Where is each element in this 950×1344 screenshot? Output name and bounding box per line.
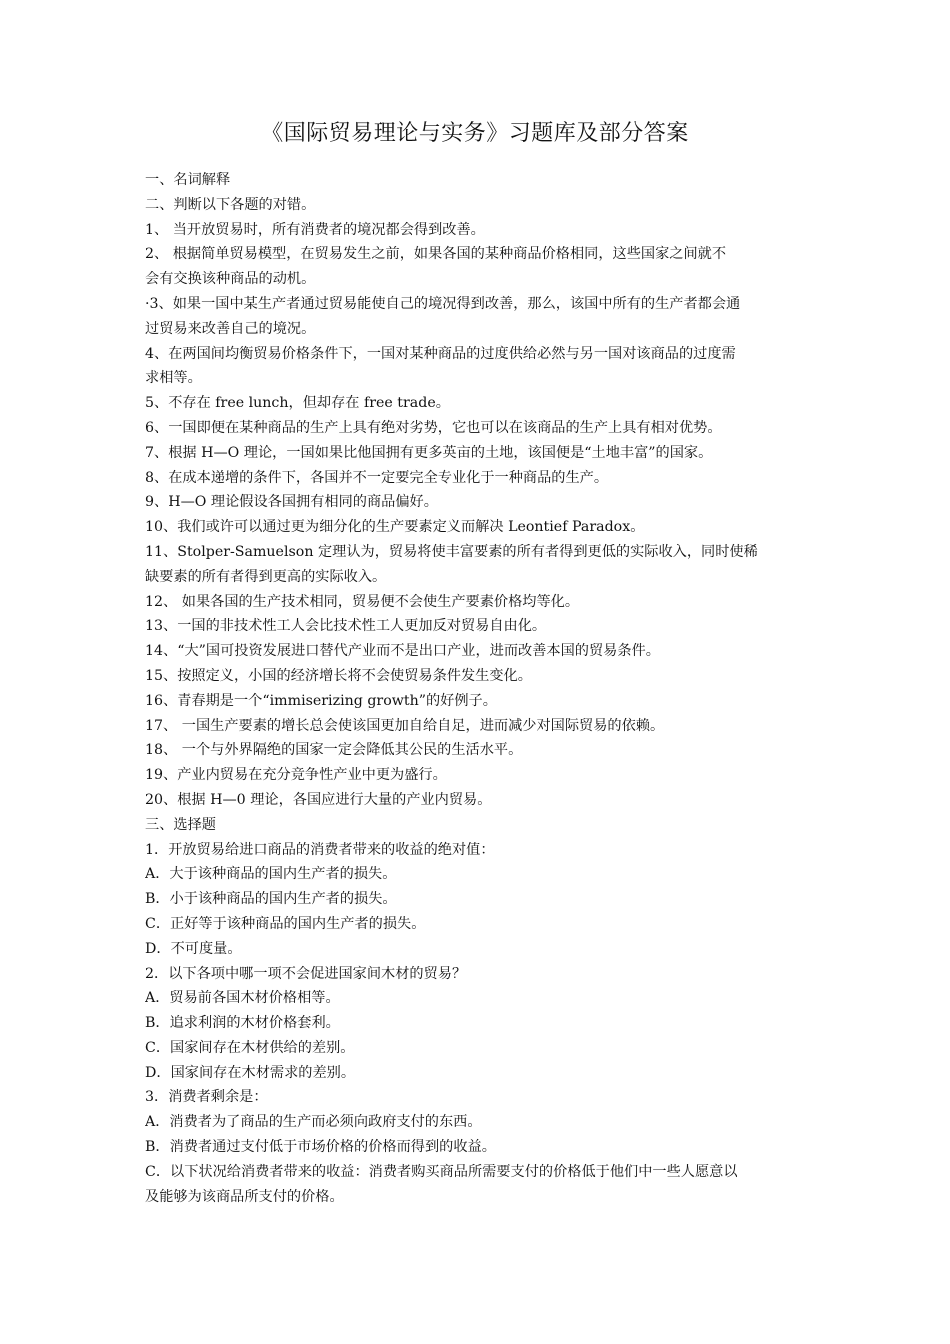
text-line: 17、 一国生产要素的增长总会使该国更加自给自足，进而减少对国际贸易的依赖。 [145,717,665,734]
text-line: 2、 根据简单贸易模型，在贸易发生之前，如果各国的某种商品价格相同，这些国家之间就不 [145,246,727,263]
text-line: 10、我们或许可以通过更为细分化的生产要素定义而解决 Leontief Paradox。 [145,519,645,536]
text-line: B．追求利润的木材价格套利。 [145,1015,340,1032]
text-line: 15、按照定义，小国的经济增长将不会使贸易条件发生变化。 [145,667,532,684]
text-line: 13、一国的非技术性工人会比技术性工人更加反对贸易自由化。 [145,618,547,635]
text-line: A．贸易前各国木材价格相等。 [145,990,340,1007]
text-line: C．正好等于该种商品的国内生产者的损失。 [145,915,426,932]
text-line: 及能够为该商品所支付的价格。 [145,1188,344,1205]
text-line: A．大于该种商品的国内生产者的损失。 [145,866,397,883]
text-line: 1．开放贸易给进口商品的消费者带来的收益的绝对值： [145,841,495,858]
text-line: 1、 当开放贸易时，所有消费者的境况都会得到改善。 [145,221,485,238]
text-line: 19、产业内贸易在充分竞争性产业中更为盛行。 [145,767,447,784]
text-line: 5、不存在 free lunch，但却存在 free trade。 [145,395,450,412]
text-line: 一、名词解释 [145,172,231,188]
document-body [145,168,807,1209]
text-line: 8、在成本递增的条件下，各国并不一定要完全专业化于一种商品的生产。 [145,469,609,486]
text-line: D．不可度量。 [145,940,242,957]
text-line: 求相等。 [145,370,202,387]
text-line: 3．消费者剩余是： [145,1089,268,1106]
document-title: 《国际贸易理论与实务》习题库及部分答案 [261,121,689,146]
text-line: D．国家间存在木材需求的差别。 [145,1064,356,1081]
text-line: 二、判断以下各题的对错。 [145,196,316,213]
text-line: 4、在两国间均衡贸易价格条件下，一国对某种商品的过度供给必然与另一国对该商品的过度需 [145,345,736,362]
text-line: 9、H—O 理论假设各国拥有相同的商品偏好。 [145,494,438,511]
text-line: 11、Stolper-Samuelson 定理认为，贸易将使丰富要素的所有者得到更低的实际收入，同时使稀 [145,543,758,560]
text-line: 会有交换该种商品的动机。 [145,271,316,288]
text-line: ·3、如果一国中某生产者通过贸易能使自己的境况得到改善，那么，该国中所有的生产者都会通 [145,295,741,312]
text-line: C．国家间存在木材供给的差别。 [145,1039,355,1056]
text-line: C．以下状况给消费者带来的收益：消费者购买商品所需要支付的价格低于他们中一些人愿意以 [145,1163,738,1180]
text-line: 三、选择题 [145,816,216,833]
text-line: B．消费者通过支付低于市场价格的价格而得到的收益。 [145,1139,496,1156]
text-line: 18、 一个与外界隔绝的国家一定会降低其公民的生活水平。 [145,742,523,759]
text-line: 缺要素的所有者得到更高的实际收入。 [145,568,387,585]
text-line: B．小于该种商品的国内生产者的损失。 [145,891,397,908]
text-line: 6、一国即便在某种商品的生产上具有绝对劣势，它也可以在该商品的生产上具有相对优势。 [145,419,722,436]
text-line: 16、青春期是一个“immiserizing growth”的好例子。 [145,692,497,709]
text-line: 12、 如果各国的生产技术相同，贸易便不会使生产要素价格均等化。 [145,593,580,610]
text-line: 过贸易来改善自己的境况。 [145,320,316,337]
text-line: A．消费者为了商品的生产而必须向政府支付的东西。 [145,1114,482,1131]
text-line: 7、根据 H—O 理论，一国如果比他国拥有更多英亩的土地，该国便是“土地丰富”的国家。 [145,444,713,461]
text-line: 14、“大”国可投资发展进口替代产业而不是出口产业，进而改善本国的贸易条件。 [145,643,660,660]
text-line: 20、根据 H—0 理论，各国应进行大量的产业内贸易。 [145,791,492,808]
text-line: 2．以下各项中哪一项不会促进国家间木材的贸易？ [145,965,467,982]
